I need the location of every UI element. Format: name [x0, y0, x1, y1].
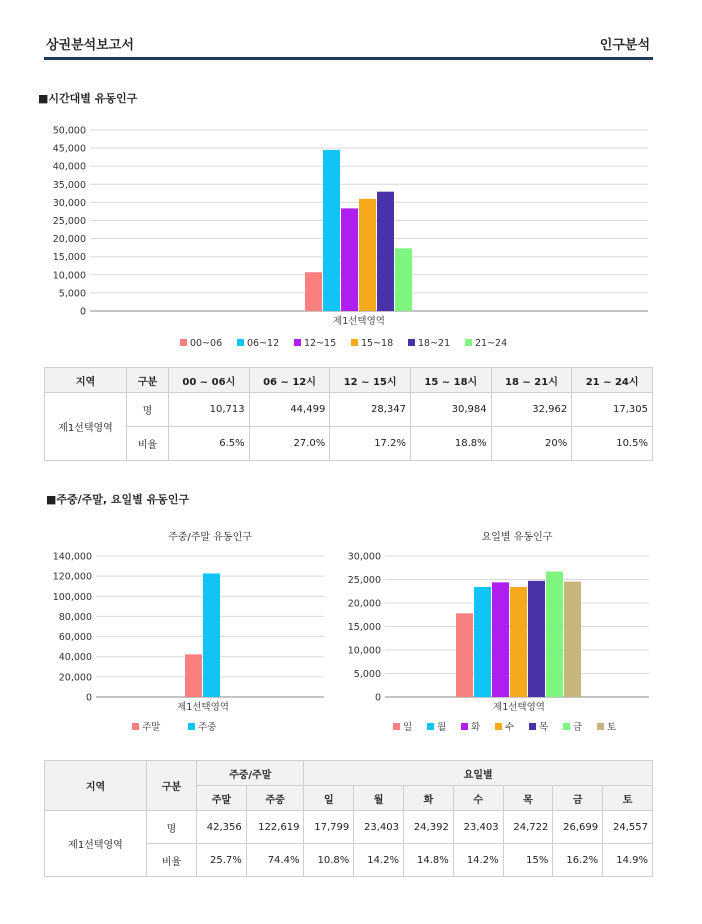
y-tick-label: 30,000 — [347, 551, 381, 563]
table-cell: 17.2% — [330, 427, 411, 461]
col-header: 주말 — [197, 786, 247, 811]
section-title-weekly: ■주중/주말, 요일별 유동인구 — [46, 493, 190, 506]
legend-swatch — [393, 723, 400, 730]
legend-label: 주중 — [198, 722, 217, 733]
col-header: 월 — [354, 786, 404, 811]
row-label: 명 — [147, 811, 197, 844]
y-tick-label: 60,000 — [58, 632, 92, 644]
bar-12~15 — [341, 208, 358, 311]
y-tick-label: 35,000 — [52, 179, 86, 191]
table-cell: 27.0% — [249, 427, 330, 461]
table-cell: 17,799 — [304, 811, 354, 844]
table-cell: 14.9% — [603, 844, 653, 877]
table-cell: 14.8% — [404, 844, 454, 877]
bar-일 — [456, 613, 473, 697]
y-tick-label: 25,000 — [347, 575, 381, 586]
y-tick-label: 140,000 — [52, 551, 92, 563]
y-tick-label: 10,000 — [52, 270, 86, 282]
legend-label: 토 — [607, 722, 617, 733]
y-tick-label: 0 — [85, 692, 92, 704]
table-cell: 23,403 — [354, 811, 404, 844]
col-header: 토 — [603, 786, 653, 811]
col-header: 12 ~ 15시 — [330, 368, 411, 393]
section-name: 인구분석 — [599, 38, 650, 53]
table-cell: 17,305 — [572, 393, 653, 427]
col-header: 지역 — [45, 761, 147, 811]
col-header: 06 ~ 12시 — [249, 368, 330, 393]
legend-swatch — [495, 723, 502, 730]
col-group-header: 요일별 — [304, 761, 653, 786]
col-header: 화 — [404, 786, 454, 811]
col-group-header: 주중/주말 — [197, 761, 304, 786]
bar-주말 — [185, 654, 202, 697]
y-tick-label: 120,000 — [52, 571, 92, 583]
day-of-week-chart — [345, 524, 665, 739]
bar-06~12 — [323, 150, 340, 311]
y-tick-label: 20,000 — [52, 234, 86, 246]
bar-토 — [564, 582, 581, 697]
y-tick-label: 80,000 — [58, 611, 92, 623]
legend-label: 월 — [437, 722, 447, 733]
section-title-hourly: ■시간대별 유동인구 — [38, 92, 138, 105]
col-header: 18 ~ 21시 — [491, 368, 572, 393]
legend-label: 21~24 — [475, 338, 508, 349]
legend-label: 18~21 — [418, 338, 451, 349]
bar-목 — [528, 581, 545, 697]
legend-label: 주말 — [142, 722, 161, 733]
y-tick-label: 0 — [374, 692, 381, 704]
col-header: 구분 — [127, 368, 169, 393]
y-tick-label: 40,000 — [58, 652, 92, 664]
row-label: 명 — [127, 393, 169, 427]
legend-swatch — [351, 339, 358, 346]
legend-swatch — [294, 339, 301, 346]
bar-18~21 — [377, 192, 394, 311]
legend-label: 일 — [403, 722, 413, 733]
table-cell: 10,713 — [169, 393, 250, 427]
col-header: 21 ~ 24시 — [572, 368, 653, 393]
y-tick-label: 45,000 — [52, 143, 86, 155]
bar-15~18 — [359, 199, 376, 311]
table-cell: 24,722 — [503, 811, 553, 844]
table-row — [45, 393, 653, 427]
bar-수 — [510, 587, 527, 697]
table-cell: 25.7% — [197, 844, 247, 877]
table-cell: 28,347 — [330, 393, 411, 427]
weekday-weekend-chart — [40, 524, 340, 739]
weekly-traffic-table — [44, 760, 653, 877]
table-cell: 14.2% — [354, 844, 404, 877]
y-tick-label: 5,000 — [58, 288, 86, 300]
y-tick-label: 100,000 — [52, 591, 92, 603]
y-tick-label: 40,000 — [52, 161, 86, 173]
bar-월 — [474, 587, 491, 697]
legend-swatch — [461, 723, 468, 730]
y-tick-label: 0 — [79, 306, 86, 318]
y-tick-label: 50,000 — [52, 125, 86, 137]
header-divider — [44, 57, 653, 60]
legend-swatch — [188, 723, 195, 730]
table-cell: 74.4% — [246, 844, 304, 877]
y-tick-label: 20,000 — [347, 598, 381, 610]
region-cell: 제1선택영역 — [45, 811, 147, 877]
legend-label: 06~12 — [247, 338, 280, 349]
legend-swatch — [597, 723, 604, 730]
report-title: 상권분석보고서 — [46, 38, 134, 53]
x-tick-label: 제1선택영역 — [177, 702, 229, 713]
legend-label: 화 — [471, 722, 481, 733]
table-cell: 122,619 — [246, 811, 304, 844]
table-cell: 15% — [503, 844, 553, 877]
bar-주중 — [203, 574, 220, 697]
col-header: 수 — [453, 786, 503, 811]
row-label: 비율 — [147, 844, 197, 877]
table-cell: 32,962 — [491, 393, 572, 427]
table-cell: 16.2% — [553, 844, 603, 877]
y-tick-label: 10,000 — [347, 645, 381, 657]
legend-label: 15~18 — [361, 338, 394, 349]
hourly-traffic-chart — [40, 120, 660, 355]
x-tick-label: 제1선택영역 — [493, 702, 545, 713]
table-cell: 30,984 — [410, 393, 491, 427]
legend-swatch — [427, 723, 434, 730]
table-cell: 24,557 — [603, 811, 653, 844]
table-cell: 20% — [491, 427, 572, 461]
chart-title: 요일별 유동인구 — [481, 532, 553, 543]
y-tick-label: 25,000 — [52, 216, 86, 227]
bar-화 — [492, 582, 509, 697]
col-header: 15 ~ 18시 — [410, 368, 491, 393]
table-cell: 44,499 — [249, 393, 330, 427]
table-cell: 23,403 — [453, 811, 503, 844]
table-cell: 18.8% — [410, 427, 491, 461]
legend-label: 목 — [539, 722, 549, 733]
col-header: 지역 — [45, 368, 127, 393]
y-tick-label: 30,000 — [52, 197, 86, 209]
bar-21~24 — [395, 248, 412, 311]
legend-label: 12~15 — [304, 338, 337, 349]
col-header: 일 — [304, 786, 354, 811]
legend-swatch — [529, 723, 536, 730]
col-header: 목 — [503, 786, 553, 811]
legend-swatch — [465, 339, 472, 346]
legend-label: 금 — [573, 722, 583, 733]
col-header: 구분 — [147, 761, 197, 811]
y-tick-label: 5,000 — [353, 669, 381, 680]
legend-swatch — [408, 339, 415, 346]
legend-swatch — [132, 723, 139, 730]
table-cell: 10.8% — [304, 844, 354, 877]
table-cell: 24,392 — [404, 811, 454, 844]
table-cell: 6.5% — [169, 427, 250, 461]
x-tick-label: 제1선택영역 — [333, 316, 385, 327]
row-label: 비율 — [127, 427, 169, 461]
y-tick-label: 20,000 — [58, 672, 92, 684]
col-header: 주중 — [246, 786, 304, 811]
table-cell: 10.5% — [572, 427, 653, 461]
table-cell: 42,356 — [197, 811, 247, 844]
table-cell: 14.2% — [453, 844, 503, 877]
table-cell: 26,699 — [553, 811, 603, 844]
region-cell: 제1선택영역 — [45, 393, 127, 461]
bar-금 — [546, 572, 563, 697]
legend-label: 수 — [505, 722, 515, 733]
table-row — [45, 811, 653, 844]
col-header: 금 — [553, 786, 603, 811]
legend-swatch — [180, 339, 187, 346]
bar-00~06 — [305, 272, 322, 311]
y-tick-label: 15,000 — [52, 252, 86, 264]
hourly-traffic-table — [44, 367, 653, 461]
chart-title: 주중/주말 유동인구 — [168, 532, 252, 543]
table-row — [45, 427, 653, 461]
legend-label: 00~06 — [190, 338, 223, 349]
col-header: 00 ~ 06시 — [169, 368, 250, 393]
legend-swatch — [563, 723, 570, 730]
legend-swatch — [237, 339, 244, 346]
y-tick-label: 15,000 — [347, 622, 381, 633]
